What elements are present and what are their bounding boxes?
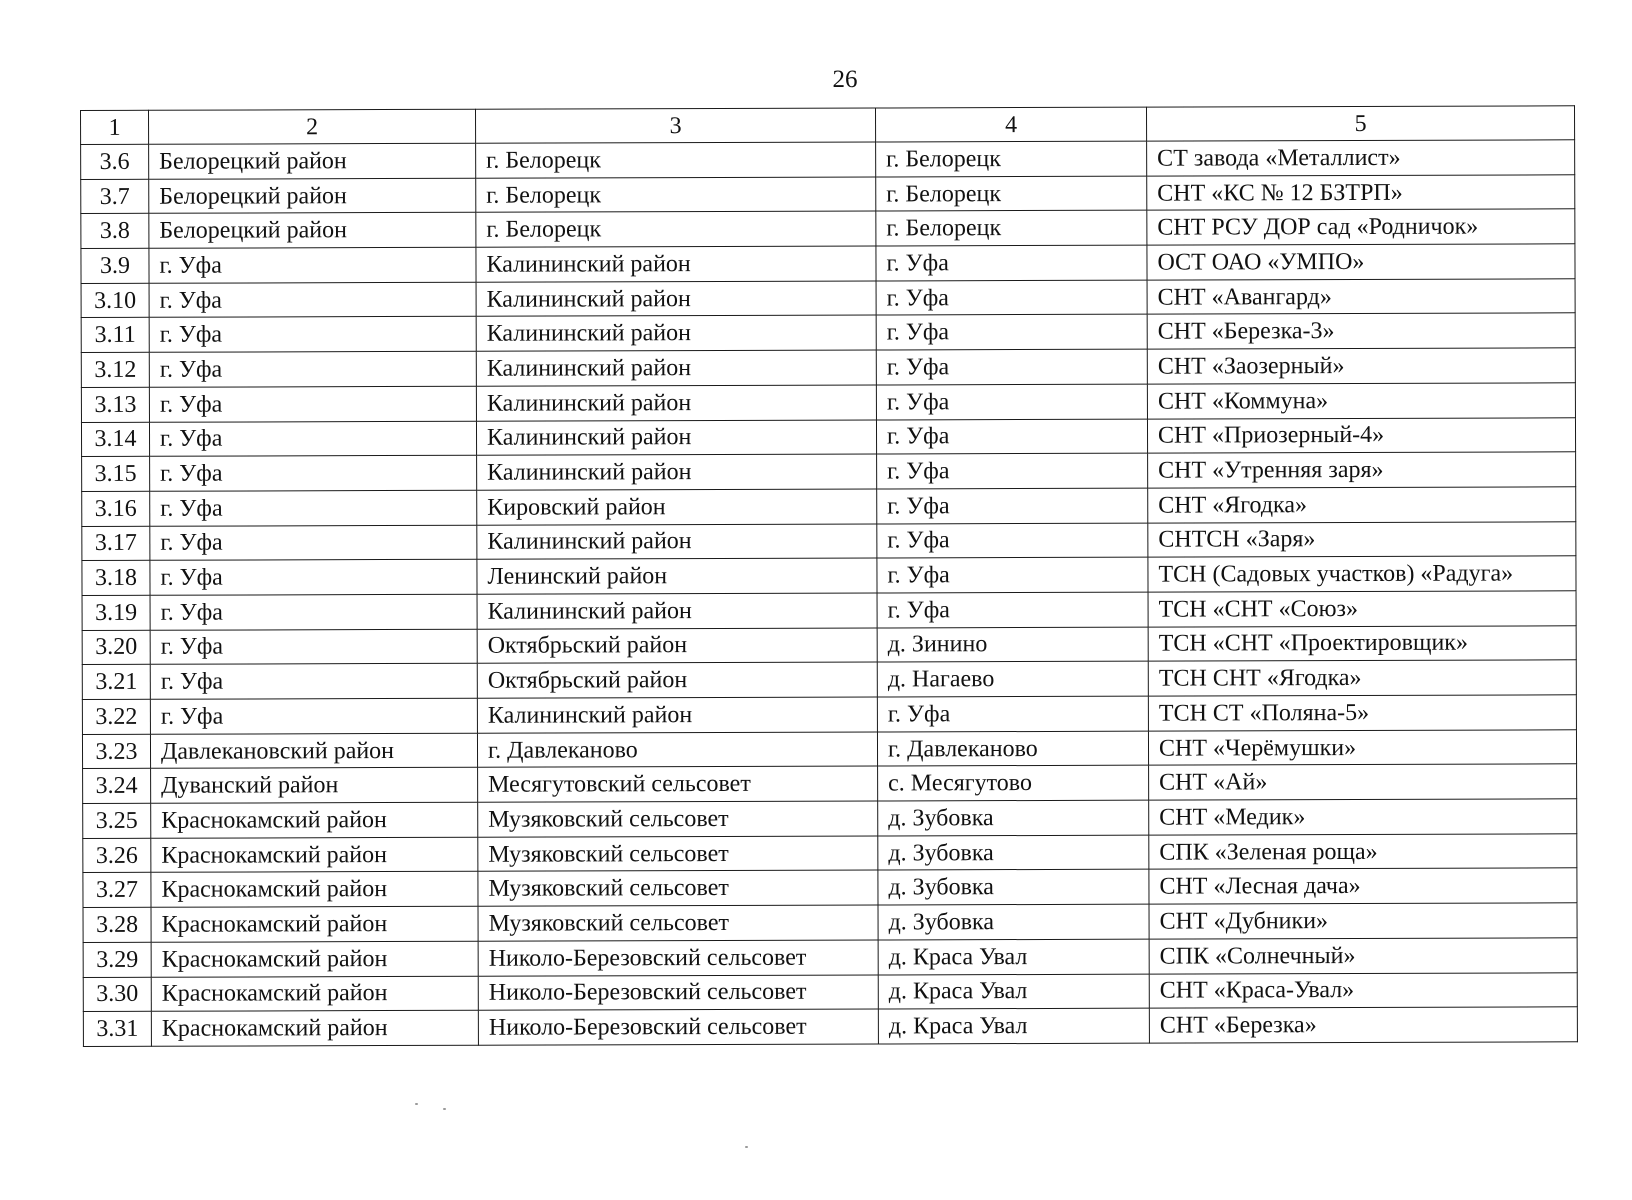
table-row	[81, 140, 1575, 179]
table-cell-col-5: ТСН «СНТ «Союз»	[1148, 591, 1576, 627]
table-cell-col-3: Калининский район	[476, 385, 876, 421]
table-cell-col-2: г. Уфа	[150, 698, 477, 734]
table-cell-col-2: г. Уфа	[149, 317, 476, 353]
table-cell-col-1: 3.15	[82, 456, 150, 491]
table-row	[82, 556, 1576, 595]
table-cell-col-1: 3.7	[81, 179, 149, 214]
table-cell-col-1: 3.6	[81, 144, 149, 179]
table-cell-col-3: Калининский район	[476, 419, 876, 455]
table-cell-col-1: 3.10	[81, 283, 149, 318]
table-cell-col-4: д. Краса Увал	[878, 939, 1149, 975]
table-cell-col-2: Краснокамский район	[151, 906, 478, 942]
table-cell-col-5: ТСН СТ «Поляна-5»	[1148, 695, 1576, 731]
table-cell-col-1: 3.31	[83, 1011, 151, 1046]
table-cell-col-3: Калининский район	[476, 281, 876, 317]
table-cell-col-5: СНТ РСУ ДОР сад «Родничок»	[1147, 209, 1575, 245]
table-body	[81, 140, 1578, 1047]
table-cell-col-3: г. Давлеканово	[477, 732, 877, 768]
table-cell-col-3: Октябрьский район	[477, 662, 877, 698]
table-row	[82, 521, 1576, 560]
table-cell-col-3: Калининский район	[477, 454, 877, 490]
table-cell-col-2: г. Уфа	[149, 421, 476, 457]
table-cell-col-1: 3.24	[83, 769, 151, 804]
table-cell-col-4: г. Давлеканово	[877, 731, 1148, 767]
table-row	[83, 938, 1577, 977]
table-cell-col-2: г. Уфа	[150, 560, 477, 596]
table-cell-col-3: Музяковский сельсовет	[478, 836, 878, 872]
scan-speck	[443, 1108, 446, 1110]
table-cell-col-5: СНТСН «Заря»	[1148, 521, 1576, 557]
table-cell-col-4: д. Нагаево	[877, 661, 1148, 697]
table-cell-col-1: 3.8	[81, 214, 149, 249]
table-cell-col-2: Белорецкий район	[149, 213, 476, 249]
table-header-row	[81, 106, 1575, 145]
table-cell-col-3: г. Белорецк	[476, 211, 876, 247]
table-cell-col-1: 3.9	[81, 248, 149, 283]
table-cell-col-5: СНТ «Авангард»	[1147, 279, 1575, 315]
table-cell-col-3: Ленинский район	[477, 558, 877, 594]
table-cell-col-3: Калининский район	[476, 315, 876, 351]
table-cell-col-5: СНТ «Приозерный-4»	[1147, 417, 1575, 453]
table-row	[81, 383, 1575, 422]
table-cell-col-4: г. Уфа	[876, 419, 1147, 455]
table-cell-col-4: г. Уфа	[876, 315, 1147, 351]
table-cell-col-1: 3.13	[81, 387, 149, 422]
table-cell-col-4: г. Уфа	[876, 245, 1147, 281]
table-row	[81, 348, 1575, 387]
table-row	[83, 972, 1577, 1011]
column-header: 2	[149, 109, 476, 144]
table-cell-col-5: СПК «Зеленая роща»	[1149, 834, 1577, 870]
column-header: 3	[475, 108, 875, 143]
table-cell-col-3: Калининский район	[477, 593, 877, 629]
table-cell-col-1: 3.17	[82, 526, 150, 561]
table-cell-col-4: г. Уфа	[876, 280, 1147, 316]
table-row	[81, 174, 1575, 213]
table-cell-col-5: СНТ «Дубники»	[1149, 903, 1577, 939]
table-cell-col-4: д. Зубовка	[878, 800, 1149, 836]
table-row	[82, 660, 1576, 699]
table-cell-col-5: СНТ «Ай»	[1149, 764, 1577, 800]
table-cell-col-4: г. Уфа	[877, 696, 1148, 732]
table-cell-col-2: Краснокамский район	[151, 941, 478, 977]
table-cell-col-5: СНТ «Березка»	[1149, 1007, 1577, 1043]
table-row	[81, 209, 1575, 248]
table-cell-col-4: г. Белорецк	[876, 141, 1147, 177]
column-header: 4	[875, 107, 1146, 142]
table-cell-col-2: Краснокамский район	[151, 837, 478, 873]
table-cell-col-2: Дуванский район	[151, 768, 478, 804]
table-cell-col-5: СПК «Солнечный»	[1149, 938, 1577, 974]
table-cell-col-5: СНТ «Черёмушки»	[1148, 729, 1576, 765]
table-row	[82, 729, 1576, 768]
table-cell-col-4: г. Уфа	[877, 523, 1148, 559]
table-row	[83, 764, 1577, 803]
table-row	[81, 279, 1575, 318]
column-header: 5	[1146, 106, 1574, 141]
table-cell-col-5: ТСН (Садовых участков) «Радуга»	[1148, 556, 1576, 592]
table-cell-col-3: Кировский район	[477, 489, 877, 525]
table-cell-col-1: 3.26	[83, 838, 151, 873]
table-cell-col-1: 3.16	[82, 491, 150, 526]
table-cell-col-4: г. Уфа	[876, 349, 1147, 385]
table-cell-col-4: г. Уфа	[876, 384, 1147, 420]
table-row	[83, 834, 1577, 873]
table-row	[83, 903, 1577, 942]
table-cell-col-2: г. Уфа	[150, 629, 477, 665]
table-cell-col-4: г. Уфа	[877, 557, 1148, 593]
table-cell-col-5: СНТ «Заозерный»	[1147, 348, 1575, 384]
table-cell-col-1: 3.20	[82, 630, 150, 665]
table-cell-col-3: Музяковский сельсовет	[478, 870, 878, 906]
table-cell-col-3: Николо-Березовский сельсовет	[478, 1009, 878, 1045]
page-number: 26	[832, 66, 858, 93]
table-cell-col-2: Краснокамский район	[151, 802, 478, 838]
table-cell-col-4: г. Белорецк	[876, 211, 1147, 247]
table-cell-col-5: СНТ «КС № 12 БЗТРП»	[1147, 174, 1575, 210]
table-cell-col-3: Октябрьский район	[477, 628, 877, 664]
table-cell-col-3: Калининский район	[476, 246, 876, 282]
table-cell-col-4: г. Белорецк	[876, 176, 1147, 212]
table-cell-col-2: г. Уфа	[150, 664, 477, 700]
table-cell-col-2: г. Уфа	[149, 247, 476, 283]
table-row	[82, 695, 1576, 734]
table-cell-col-2: г. Уфа	[149, 282, 476, 318]
table-cell-col-3: Калининский район	[477, 697, 877, 733]
table-cell-col-1: 3.23	[82, 734, 150, 769]
table-cell-col-1: 3.30	[83, 977, 151, 1012]
table-cell-col-1: 3.29	[83, 942, 151, 977]
table-cell-col-3: Николо-Березовский сельсовет	[478, 974, 878, 1010]
table-row	[82, 452, 1576, 491]
table-row	[82, 487, 1576, 526]
table-cell-col-3: Николо-Березовский сельсовет	[478, 940, 878, 976]
table-cell-col-4: д. Краса Увал	[878, 974, 1149, 1010]
table-cell-col-2: Краснокамский район	[151, 1010, 478, 1046]
table-cell-col-5: СНТ «Ягодка»	[1148, 487, 1576, 523]
table-cell-col-5: ТСН «СНТ «Проектировщик»	[1148, 625, 1576, 661]
table-cell-col-4: с. Месягутово	[878, 766, 1149, 802]
table-row	[82, 591, 1576, 630]
table-cell-col-5: СНТ «Березка-3»	[1147, 313, 1575, 349]
table-cell-col-3: Музяковский сельсовет	[478, 905, 878, 941]
table-cell-col-2: г. Уфа	[150, 455, 477, 491]
table-cell-col-2: г. Уфа	[149, 351, 476, 387]
table-row	[81, 313, 1575, 352]
table-cell-col-2: Краснокамский район	[151, 872, 478, 908]
table-cell-col-3: Калининский район	[477, 524, 877, 560]
scan-speck	[415, 1103, 418, 1105]
table-cell-col-2: Давлекановский район	[150, 733, 477, 769]
table-cell-col-5: СНТ «Лесная дача»	[1149, 868, 1577, 904]
table-cell-col-4: д. Зубовка	[878, 870, 1149, 906]
scan-speck	[745, 1146, 748, 1148]
table-cell-col-2: г. Уфа	[150, 490, 477, 526]
table-cell-col-2: Белорецкий район	[149, 143, 476, 179]
table-cell-col-1: 3.25	[83, 803, 151, 838]
table-cell-col-1: 3.21	[82, 665, 150, 700]
table-cell-col-4: г. Уфа	[877, 592, 1148, 628]
table-cell-col-2: г. Уфа	[149, 386, 476, 422]
table-cell-col-3: Музяковский сельсовет	[478, 801, 878, 837]
table-cell-col-3: г. Белорецк	[476, 142, 876, 178]
table-row	[81, 417, 1575, 456]
table-cell-col-1: 3.12	[81, 352, 149, 387]
table-cell-col-1: 3.19	[82, 595, 150, 630]
table-cell-col-5: ТСН СНТ «Ягодка»	[1148, 660, 1576, 696]
table-cell-col-1: 3.11	[81, 318, 149, 353]
table-cell-col-2: Краснокамский район	[151, 976, 478, 1012]
table-cell-col-3: г. Белорецк	[476, 177, 876, 213]
table-cell-col-1: 3.14	[81, 422, 149, 457]
table-cell-col-1: 3.28	[83, 907, 151, 942]
table-cell-col-5: СНТ «Коммуна»	[1147, 383, 1575, 419]
table-cell-col-2: г. Уфа	[150, 525, 477, 561]
table-cell-col-1: 3.18	[82, 561, 150, 596]
table-cell-col-4: г. Уфа	[877, 488, 1148, 524]
table-cell-col-2: Белорецкий район	[149, 178, 476, 214]
table-row	[81, 244, 1575, 283]
table-row	[83, 799, 1577, 838]
table-cell-col-1: 3.27	[83, 873, 151, 908]
table-cell-col-4: д. Зинино	[877, 627, 1148, 663]
table-cell-col-4: д. Зубовка	[878, 835, 1149, 871]
table-cell-col-5: ОСТ ОАО «УМПО»	[1147, 244, 1575, 280]
data-table	[80, 105, 1578, 1047]
table-cell-col-5: СНТ «Утренняя заря»	[1148, 452, 1576, 488]
table-cell-col-1: 3.22	[82, 699, 150, 734]
table-cell-col-4: д. Краса Увал	[878, 1008, 1149, 1044]
table-cell-col-4: д. Зубовка	[878, 904, 1149, 940]
table-cell-col-5: СНТ «Медик»	[1149, 799, 1577, 835]
table-row	[83, 1007, 1577, 1046]
table-cell-col-5: СНТ «Краса-Увал»	[1149, 972, 1577, 1008]
column-header: 1	[81, 110, 149, 144]
table-row	[83, 868, 1577, 907]
table-cell-col-2: г. Уфа	[150, 594, 477, 630]
table-cell-col-4: г. Уфа	[877, 453, 1148, 489]
table-cell-col-3: Калининский район	[476, 350, 876, 386]
table-cell-col-3: Месягутовский сельсовет	[478, 766, 878, 802]
table-cell-col-5: СТ завода «Металлист»	[1147, 140, 1575, 176]
table-row	[82, 625, 1576, 664]
